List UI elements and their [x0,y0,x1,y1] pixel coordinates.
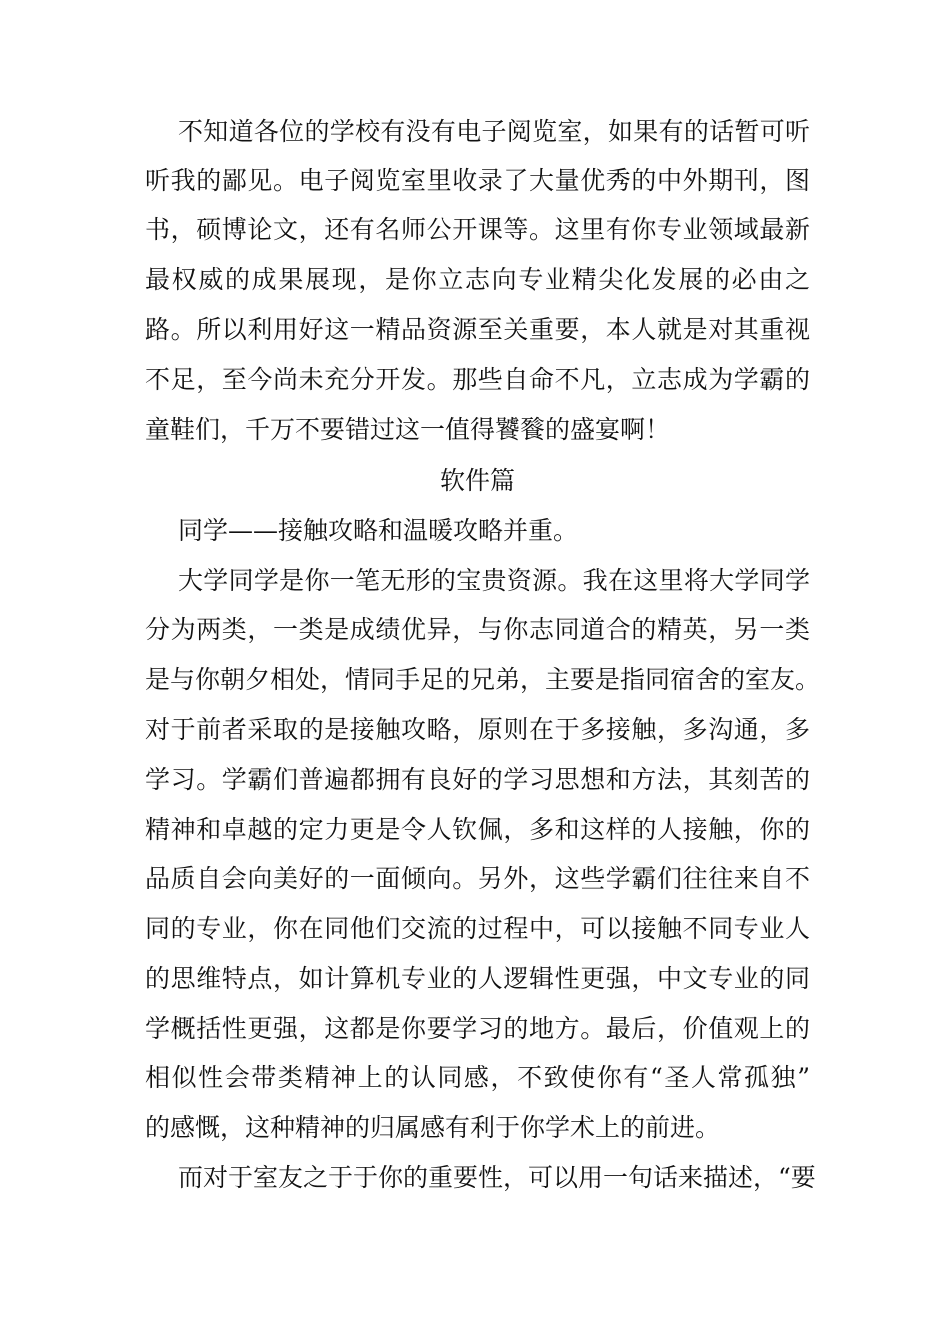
paragraph-2-line-12: 的感慨，这种精神的归属感有利于你学术上的前进。 [145,1113,721,1142]
paragraph-1-line-5: 路。所以利用好这一精品资源至关重要，本人就是对其重视 [145,315,810,344]
paragraph-2-line-2: 分为两类，一类是成绩优异，与你志同道合的精英，另一类 [145,615,810,644]
paragraph-2-line-1: 大学同学是你一笔无形的宝贵资源。我在这里将大学同学 [178,566,810,595]
paragraph-2-line-3: 是与你朝夕相处，情同手足的兄弟，主要是指同宿舍的室友。 [145,665,821,694]
paragraph-2-line-8: 同的专业，你在同他们交流的过程中，可以接触不同专业人 [145,914,810,943]
paragraph-2-line-7: 品质自会向美好的一面倾向。另外，这些学霸们往往来自不 [145,864,810,893]
paragraph-1-line-2: 听我的鄙见。电子阅览室里收录了大量优秀的中外期刊，图 [145,166,810,195]
paragraph-1-line-4: 最权威的成果展现，是你立志向专业精尖化发展的必由之 [145,265,810,294]
paragraph-1-line-3: 书，硕博论文，还有名师公开课等。这里有你专业领域最新 [145,215,810,244]
paragraph-1-line-7: 童鞋们，千万不要错过这一值得饕餮的盛宴啊！ [145,415,671,444]
section-heading: 软件篇 [439,466,515,495]
paragraph-2-line-10: 学概括性更强，这都是你要学习的地方。最后，价值观上的 [145,1014,810,1043]
paragraph-3-line-1: 而对于室友之于于你的重要性，可以用一句话来描述，“要 [178,1163,816,1192]
paragraph-2-line-5: 学习。学霸们普遍都拥有良好的学习思想和方法，其刻苦的 [145,765,810,794]
subheading-classmates: 同学——接触攻略和温暖攻略并重。 [178,516,579,545]
paragraph-2-line-11: 相似性会带类精神上的认同感，不致使你有“圣人常孤独” [145,1063,810,1092]
paragraph-2-line-4: 对于前者采取的是接触攻略，原则在于多接触，多沟通，多 [145,715,810,744]
paragraph-2-line-6: 精神和卓越的定力更是令人钦佩，多和这样的人接触，你的 [145,815,810,844]
paragraph-1-line-1: 不知道各位的学校有没有电子阅览室，如果有的话暂可听 [178,117,810,146]
paragraph-2-line-9: 的思维特点，如计算机专业的人逻辑性更强，中文专业的同 [145,964,810,993]
paragraph-1-line-6: 不足，至今尚未充分开发。那些自命不凡，立志成为学霸的 [145,365,810,394]
